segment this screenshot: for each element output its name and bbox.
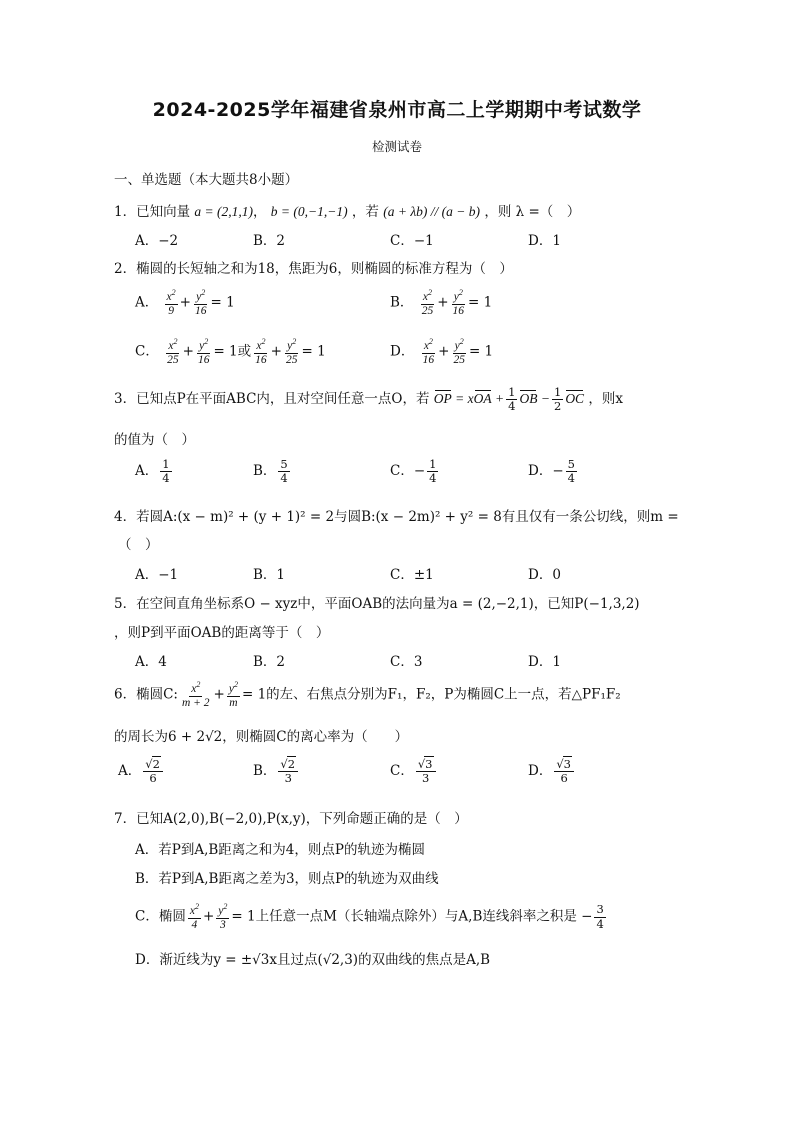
q1-vector-b: b = (0,−1,−1) [270,204,348,219]
question-6: 6．椭圆C: $\frac{x^2}{m + 2}$ + $\frac{y^2}{m}$ = 1的左、右焦点分别为F₁，F₂，P为椭圆C上一点，若△PF₁F₂ [114,680,621,710]
question-3: 3．已知点P在平面ABC内，且对空间任意一点O，若 OP = xOA + $\frac{1}{4}$ OB − $\frac{1}{2}$ OC ，则x [114,385,623,414]
q4-option-d: D．0 [528,567,561,583]
q4-option-c: C．±1 [390,567,434,583]
q1-option-c: C．−1 [390,233,434,249]
q3-option-b: B． $\frac{5}{4}$ [253,457,288,486]
q5-option-c: C．3 [390,654,423,670]
q3-option-d: D．− $\frac{5}{4}$ [528,457,575,486]
page-title: 2024-2025学年福建省泉州市高二上学期期中考试数学 [152,99,642,121]
q6-option-d: D． $\frac{√3}{6}$ [528,758,576,785]
question-5: 5．在空间直角坐标系O − xyz中，平面OAB的法向量为a = (2,−2,1)，已知P(−1,3,2) [114,596,640,612]
q1-option-a: A．−2 [135,233,179,249]
question-2: 2．椭圆的长短轴之和为18，焦距为6，则椭圆的标准方程为（ ） [114,261,513,277]
q6-option-b: B． $\frac{√2}{3}$ [253,758,300,785]
q6-line2: 的周长为6 + 2√2，则椭圆C的离心率为（ ） [114,729,409,745]
question-4: 4．若圆A:(x − m)² + (y + 1)² = 2与圆B:(x − 2m)² + y² = 8有且仅有一条公切线，则m = [114,509,679,525]
q6-option-c: C． $\frac{√3}{3}$ [390,758,438,785]
q7-option-b: B．若P到A,B距离之差为3，则点P的轨迹为双曲线 [135,871,439,887]
q7-option-d: D．渐近线为y = ±√3x且过点(√2,3)的双曲线的焦点是A,B [135,952,491,968]
q1-mid: ，若 [351,204,379,220]
q3-option-a: A． $\frac{1}{4}$ [135,457,170,486]
q1-vector-a: a = (2,1,1) [194,204,253,219]
q1-tail: ，则 λ =（ ） [484,204,581,220]
q5-option-d: D．1 [528,654,561,670]
section-heading: 一、单选题（本大题共8小题） [114,172,299,188]
q4-line2: （ ） [118,537,159,553]
q4-option-b: B．1 [253,567,286,583]
question-7: 7．已知A(2,0),B(−2,0),P(x,y)，下列命题正确的是（ ） [114,811,468,827]
q3-line2: 的值为（ ） [114,432,195,448]
q7-option-c: C．椭圆 $\frac{x^2}{4}$ + $\frac{y^2}{3}$ = 1上任意一点M（长轴端点除外）与A,B连线斜率之积是 − $\frac{3}{4}$ [135,902,604,932]
q1-condition: (a + λb) // (a − b) [383,204,481,219]
q7-option-a: A．若P到A,B距离之和为4，则点P的轨迹为椭圆 [135,842,425,858]
q6-option-a: A． $\frac{√2}{6}$ [118,758,165,785]
q1-option-b: B．2 [253,233,286,249]
q2-option-a: A． $\frac{x^2}{9}$ + $\frac{y^2}{16}$ = 1 [135,288,235,318]
q5-option-a: A．4 [135,654,167,670]
q4-option-a: A．−1 [135,567,179,583]
q3-option-c: C．− $\frac{1}{4}$ [390,457,437,486]
q2-option-d: D． $\frac{x^2}{16}$ + $\frac{y^2}{25}$ = 1 [390,337,494,367]
q5-option-b: B．2 [253,654,286,670]
q2-option-b: B． $\frac{x^2}{25}$ + $\frac{y^2}{16}$ = 1 [390,288,493,318]
q5-line2: ，则P到平面OAB的距离等于（ ） [114,625,330,641]
question-1: 1．已知向量 a = (2,1,1)， b = (0,−1,−1) ，若 (a + λb) // (a − b) ，则 λ =（ ） [114,204,581,220]
q1-text: 1．已知向量 [114,204,191,220]
page-subtitle: 检测试卷 [371,139,422,154]
q1-option-d: D．1 [528,233,561,249]
q2-option-c: C． $\frac{x^2}{25}$ + $\frac{y^2}{16}$ = 1或 $\frac{x^2}{16}$ + $\frac{y^2}{25}$ = 1 [135,337,326,367]
